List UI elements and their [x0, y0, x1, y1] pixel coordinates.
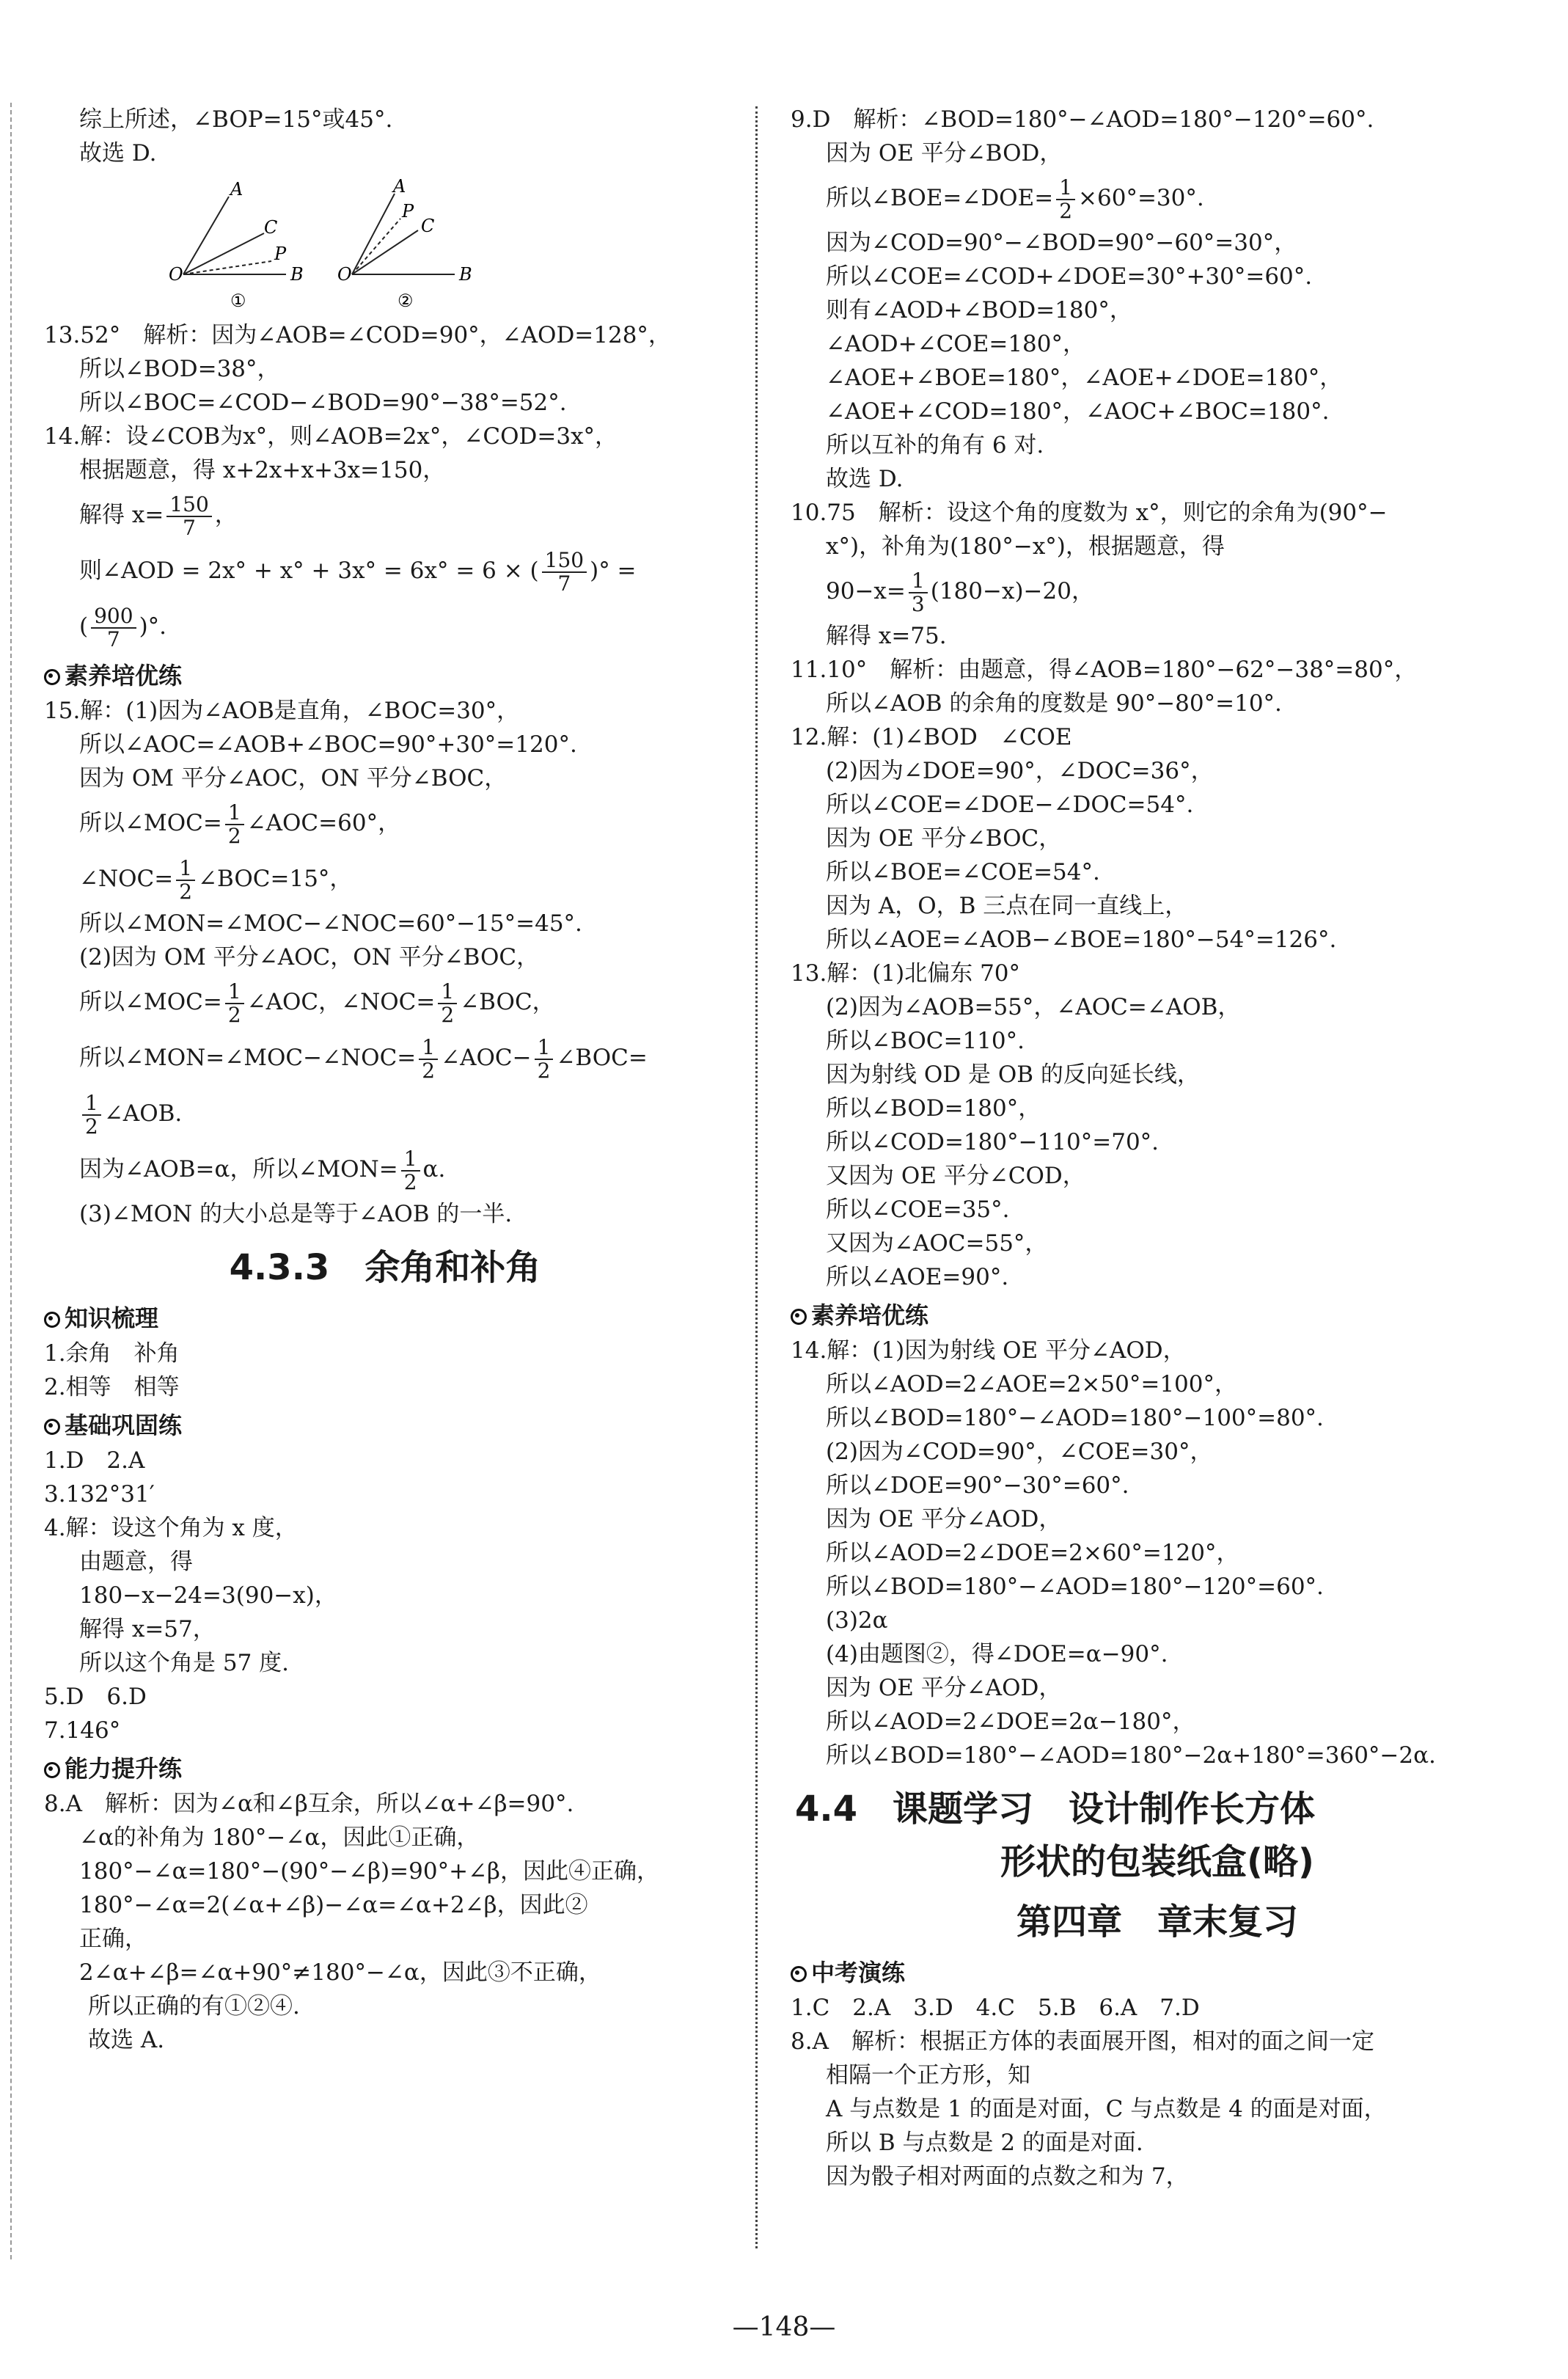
formula-text: α.	[422, 1156, 446, 1183]
text-line: 1.C 2.A 3.D 4.C 5.B 6.A 7.D	[791, 1995, 1200, 2021]
fraction	[1056, 177, 1075, 222]
fraction	[401, 1148, 420, 1194]
text-line: 4.解：设这个角为 x 度，	[44, 1515, 298, 1541]
column-divider	[755, 106, 758, 2248]
label-O: O	[169, 264, 183, 285]
denominator: 2	[85, 1114, 98, 1139]
denominator: 2	[227, 1002, 241, 1027]
label-P: P	[274, 244, 287, 264]
formula-text: ∠NOC=	[79, 866, 174, 892]
text-line: 14.解：设∠COB为x°，则∠AOB=2x°，∠COD=3x°，	[44, 423, 618, 450]
formula-text: ∠AOC=60°，	[246, 810, 401, 836]
formula-text: )°.	[139, 613, 167, 640]
fraction	[82, 1092, 101, 1138]
angle-figure-svg	[169, 175, 477, 314]
right-column	[791, 103, 1524, 2193]
formula-line	[44, 974, 726, 1030]
section-heading	[44, 1408, 726, 1442]
fraction	[91, 605, 136, 651]
text-line: 所以∠COD=180°−110°=70°.	[826, 1129, 1159, 1155]
numerator: 1	[909, 570, 928, 593]
text-line: 所以∠MON=∠MOC−∠NOC=60°−15°=45°.	[79, 910, 582, 937]
text-line: 相隔一个正方形，知	[826, 2062, 1030, 2089]
text-line: 所以∠BOC=∠COD−∠BOD=90°−38°=52°.	[79, 390, 567, 416]
text-line: 所以∠AOD=2∠DOE=2α−180°，	[826, 1709, 1195, 1735]
text-line: 13.52° 解析：因为∠AOB=∠COD=90°，∠AOD=128°，	[44, 322, 671, 348]
denominator: 3	[911, 591, 925, 616]
text-line: 由题意，得	[79, 1549, 193, 1575]
numerator: 1	[438, 981, 457, 1004]
text-line: 12.解：(1)∠BOD ∠COE	[791, 724, 1072, 750]
formula-text: ∠BOC，	[460, 989, 555, 1015]
text-line: 根据题意，得 x+2x+x+3x=150，	[79, 457, 446, 483]
formula-line	[44, 599, 726, 654]
section-heading	[791, 1298, 1524, 1332]
numerator: 150	[542, 549, 587, 573]
formula-text: ∠BOC=	[556, 1045, 648, 1071]
label-C: C	[421, 216, 435, 236]
formula-text: ∠AOB.	[103, 1100, 183, 1127]
text-line: 综上所述，∠BOP=15°或45°.	[79, 106, 393, 133]
text-line: 3.132°31′	[44, 1481, 155, 1508]
text-line: 又因为∠AOC=55°，	[826, 1230, 1048, 1257]
formula-line	[44, 851, 726, 907]
fraction	[176, 855, 195, 904]
numerator: 1	[419, 1037, 438, 1060]
section-bullet-icon	[44, 1419, 60, 1435]
left-column	[44, 103, 726, 2057]
numerator: 1	[176, 858, 195, 881]
text-line: 所以∠BOD=180°，	[826, 1095, 1041, 1122]
fraction	[535, 1034, 554, 1083]
fraction	[542, 549, 587, 595]
label-P: P	[402, 201, 414, 222]
text-line: 9.D 解析：∠BOD=180°−∠AOD=180°−120°=60°.	[791, 106, 1374, 133]
fraction	[166, 491, 211, 540]
text-line: 因为 OE 平分∠AOD，	[826, 1506, 1062, 1532]
section-title: 基础巩固练	[65, 1411, 183, 1439]
denominator: 2	[227, 823, 241, 848]
text-line: 180°−∠α=180°−(90°−∠β)=90°+∠β，因此④正确，	[79, 1858, 659, 1885]
text-line: ∠AOE+∠COD=180°，∠AOC+∠BOC=180°.	[826, 398, 1330, 425]
section-title-44-line1: 4.4 课题学习 设计制作长方体	[795, 1788, 1316, 1830]
fraction	[438, 981, 457, 1026]
label-O: O	[337, 264, 352, 285]
text-line: 故选 A.	[88, 2027, 165, 2053]
numerator: 900	[91, 605, 136, 629]
text-line: 则有∠AOD+∠BOD=180°，	[826, 297, 1132, 324]
text-line: (3)2α	[826, 1607, 888, 1634]
section-heading	[44, 1301, 726, 1335]
formula-text: 所以∠BOE=∠DOE=	[826, 185, 1054, 211]
text-line: 所以∠BOC=110°.	[826, 1028, 1025, 1054]
text-line: 故选 D.	[79, 140, 157, 167]
numerator: 1	[225, 981, 244, 1004]
text-line: 所以 B 与点数是 2 的面是对面.	[826, 2130, 1143, 2156]
section-heading	[44, 659, 726, 692]
text-line: 因为 OE 平分∠BOC，	[826, 825, 1062, 852]
text-line: 因为射线 OD 是 OB 的反向延长线，	[826, 1061, 1200, 1088]
text-line: 2∠α+∠β=∠α+90°≠180°−∠α，因此③不正确，	[79, 1959, 601, 1986]
text-line: 所以这个角是 57 度.	[79, 1650, 290, 1676]
formula-line	[44, 1141, 726, 1197]
text-line: 所以∠COE=35°.	[826, 1196, 1010, 1223]
section-bullet-icon	[44, 1312, 60, 1328]
text-line: (2)因为∠AOB=55°，∠AOC=∠AOB，	[826, 994, 1241, 1020]
section-bullet-icon	[44, 669, 60, 685]
text-line: 所以正确的有①②④.	[88, 1993, 300, 2020]
section-bullet-icon	[791, 1309, 807, 1325]
text-line: A 与点数是 1 的面是对面，C 与点数是 4 的面是对面，	[826, 2096, 1387, 2122]
formula-line	[44, 1086, 726, 1141]
text-line: 2.相等 相等	[44, 1374, 180, 1400]
text-line: 1.D 2.A	[44, 1447, 145, 1474]
figure-one-label: ①	[230, 290, 246, 311]
page-number: —148—	[732, 2312, 836, 2342]
formula-text: 所以∠MOC=	[79, 810, 222, 836]
formula-text: 所以∠MON=∠MOC−∠NOC=	[79, 1045, 417, 1071]
text-line: x°)，补角为(180°−x°)，根据题意，得	[826, 533, 1225, 560]
section-title: 知识梳理	[65, 1304, 159, 1332]
text-line: 所以∠AOE=90°.	[826, 1264, 1009, 1290]
text-line: 所以∠AOD=2∠AOE=2×50°=100°，	[826, 1371, 1237, 1397]
text-line: 所以∠BOD=180°−∠AOD=180°−2α+180°=360°−2α.	[826, 1742, 1436, 1769]
section-title: 能力提升练	[65, 1755, 183, 1783]
denominator: 2	[1059, 198, 1073, 223]
fraction	[225, 981, 244, 1026]
numerator: 1	[82, 1092, 101, 1116]
text-line: 所以∠AOD=2∠DOE=2×60°=120°，	[826, 1540, 1239, 1566]
text-line: 11.10° 解析：由题意，得∠AOB=180°−62°−38°=80°，	[791, 657, 1418, 683]
text-line: 180−x−24=3(90−x)，	[79, 1582, 337, 1609]
text-line: ∠AOE+∠BOE=180°，∠AOE+∠DOE=180°，	[826, 365, 1343, 391]
text-line: 因为骰子相对两面的点数之和为 7，	[826, 2163, 1189, 2190]
formula-text: 因为∠AOB=α，所以∠MON=	[79, 1156, 398, 1183]
text-line: 故选 D.	[826, 466, 904, 492]
text-line: 14.解：(1)因为射线 OE 平分∠AOD，	[791, 1337, 1186, 1364]
label-B: B	[290, 264, 304, 285]
formula-text: 90−x=	[826, 578, 906, 604]
formula-text: ×60°=30°.	[1078, 185, 1204, 211]
text-line: 又因为 OE 平分∠COD，	[826, 1163, 1085, 1189]
text-line: ∠AOD+∠COE=180°，	[826, 331, 1085, 357]
chapter-title: 第四章 章末复习	[1016, 1901, 1298, 1943]
section-title: 素养培优练	[811, 1301, 929, 1329]
text-line: 所以∠COE=∠COD+∠DOE=30°+30°=60°.	[826, 263, 1313, 290]
text-line: 所以∠BOD=180°−∠AOD=180°−120°=60°.	[826, 1574, 1324, 1600]
text-line: 5.D 6.D	[44, 1684, 147, 1710]
figure-two-label: ②	[398, 290, 414, 311]
formula-line	[44, 795, 726, 851]
text-line: 所以∠AOB 的余角的度数是 90°−80°=10°.	[826, 690, 1282, 717]
denominator: 2	[537, 1058, 551, 1083]
text-line: 所以∠BOE=∠COE=54°.	[826, 859, 1100, 885]
section-title-44-line2: 形状的包装纸盒(略)	[1000, 1841, 1314, 1882]
text-line: 解得 x=57，	[79, 1616, 216, 1642]
numerator: 1	[535, 1037, 554, 1060]
section-title: 中考演练	[811, 1959, 906, 1987]
text-line: 因为 OM 平分∠AOC，ON 平分∠BOC，	[79, 765, 508, 792]
text-line: (2)因为∠COD=90°，∠COE=30°，	[826, 1439, 1213, 1465]
text-line: 所以∠BOD=38°，	[79, 356, 280, 382]
formula-text: 则∠AOD = 2x° + x° + 3x° = 6x° = 6 × (	[79, 558, 539, 584]
section-heading	[791, 1956, 1524, 1989]
formula-text: ∠AOC−	[441, 1045, 532, 1071]
formula-text: (180−x)−20，	[930, 578, 1094, 604]
numerator: 1	[225, 802, 244, 825]
text-line: 1.余角 补角	[44, 1340, 180, 1367]
text-line: 解得 x=75.	[826, 623, 947, 649]
text-line: 因为 OE 平分∠BOD，	[826, 140, 1063, 167]
text-line: 13.解：(1)北偏东 70°	[791, 960, 1021, 987]
fraction	[419, 1034, 438, 1083]
section-heading	[44, 1752, 726, 1786]
denominator: 7	[557, 571, 571, 596]
text-line: 所以∠AOE=∠AOB−∠BOE=180°−54°=126°.	[826, 927, 1337, 953]
formula-text: ∠AOC，∠NOC=	[246, 989, 436, 1015]
text-line: ∠α的补角为 180°−∠α，因此①正确，	[79, 1824, 480, 1851]
section-bullet-icon	[791, 1966, 807, 1982]
denominator: 2	[441, 1002, 455, 1027]
formula-line	[791, 170, 1524, 226]
denominator: 2	[403, 1169, 417, 1194]
text-line: 180°−∠α=2(∠α+∠β)−∠α=∠α+2∠β，因此②	[79, 1892, 588, 1918]
text-line: 8.A 解析：因为∠α和∠β互余，所以∠α+∠β=90°.	[44, 1791, 574, 1817]
label-A: A	[393, 176, 406, 197]
text-line: 7.146°	[44, 1717, 121, 1744]
angle-figures	[169, 175, 726, 314]
numerator: 1	[1056, 177, 1075, 200]
formula-text: ∠BOC=15°，	[198, 866, 353, 892]
denominator: 7	[183, 515, 196, 540]
text-line: (2)因为 OM 平分∠AOC，ON 平分∠BOC，	[79, 944, 540, 971]
formula-line	[44, 1030, 726, 1086]
formula-text: (	[79, 613, 89, 640]
fraction	[909, 570, 928, 615]
text-line: 10.75 解析：设这个角的度数为 x°，则它的余角为(90°−	[791, 500, 1388, 526]
section-bullet-icon	[44, 1762, 60, 1778]
denominator: 7	[106, 626, 120, 651]
section-title: 素养培优练	[65, 662, 183, 690]
section-title-433: 4.3.3 余角和补角	[229, 1247, 541, 1288]
denominator: 2	[179, 879, 193, 904]
text-line: 所以∠COE=∠DOE−∠DOC=54°.	[826, 792, 1194, 818]
denominator: 2	[422, 1058, 436, 1083]
formula-text: 所以∠MOC=	[79, 989, 222, 1015]
text-line: 所以∠BOD=180°−∠AOD=180°−100°=80°.	[826, 1405, 1324, 1431]
text-line: 所以∠DOE=90°−30°=60°.	[826, 1472, 1129, 1499]
page-edge-mark	[10, 103, 12, 2259]
fraction	[225, 802, 244, 847]
text-line: 因为∠COD=90°−∠BOD=90°−60°=30°，	[826, 230, 1297, 256]
label-A: A	[230, 179, 243, 200]
text-line: 所以∠AOC=∠AOB+∠BOC=90°+30°=120°.	[79, 731, 577, 758]
label-C: C	[264, 217, 278, 238]
text-line: (3)∠MON 的大小总是等于∠AOB 的一半.	[79, 1201, 513, 1227]
formula-text: 解得 x=	[79, 502, 164, 528]
formula-line: 解得 x= $\frac{150}{7}$ ，	[79, 491, 238, 540]
formula-text: )° =	[590, 558, 637, 584]
text-line: 因为 OE 平分∠AOD，	[826, 1675, 1062, 1701]
text-line: 所以互补的角有 6 对.	[826, 432, 1044, 458]
text-line: 因为 A，O，B 三点在同一直线上，	[826, 893, 1188, 919]
formula-line	[791, 563, 1524, 619]
formula-line	[44, 543, 726, 599]
text-line: 正确，	[79, 1926, 147, 1952]
text-line: 15.解：(1)因为∠AOB是直角，∠BOC=30°，	[44, 698, 520, 724]
text-line: (4)由题图②，得∠DOE=α−90°.	[826, 1641, 1168, 1667]
numerator: 1	[401, 1148, 420, 1172]
text-line: (2)因为∠DOE=90°，∠DOC=36°，	[826, 758, 1214, 784]
numerator: 150	[166, 494, 211, 517]
label-B: B	[459, 264, 472, 285]
text-line: 8.A 解析：根据正方体的表面展开图，相对的面之间一定	[791, 2028, 1374, 2055]
